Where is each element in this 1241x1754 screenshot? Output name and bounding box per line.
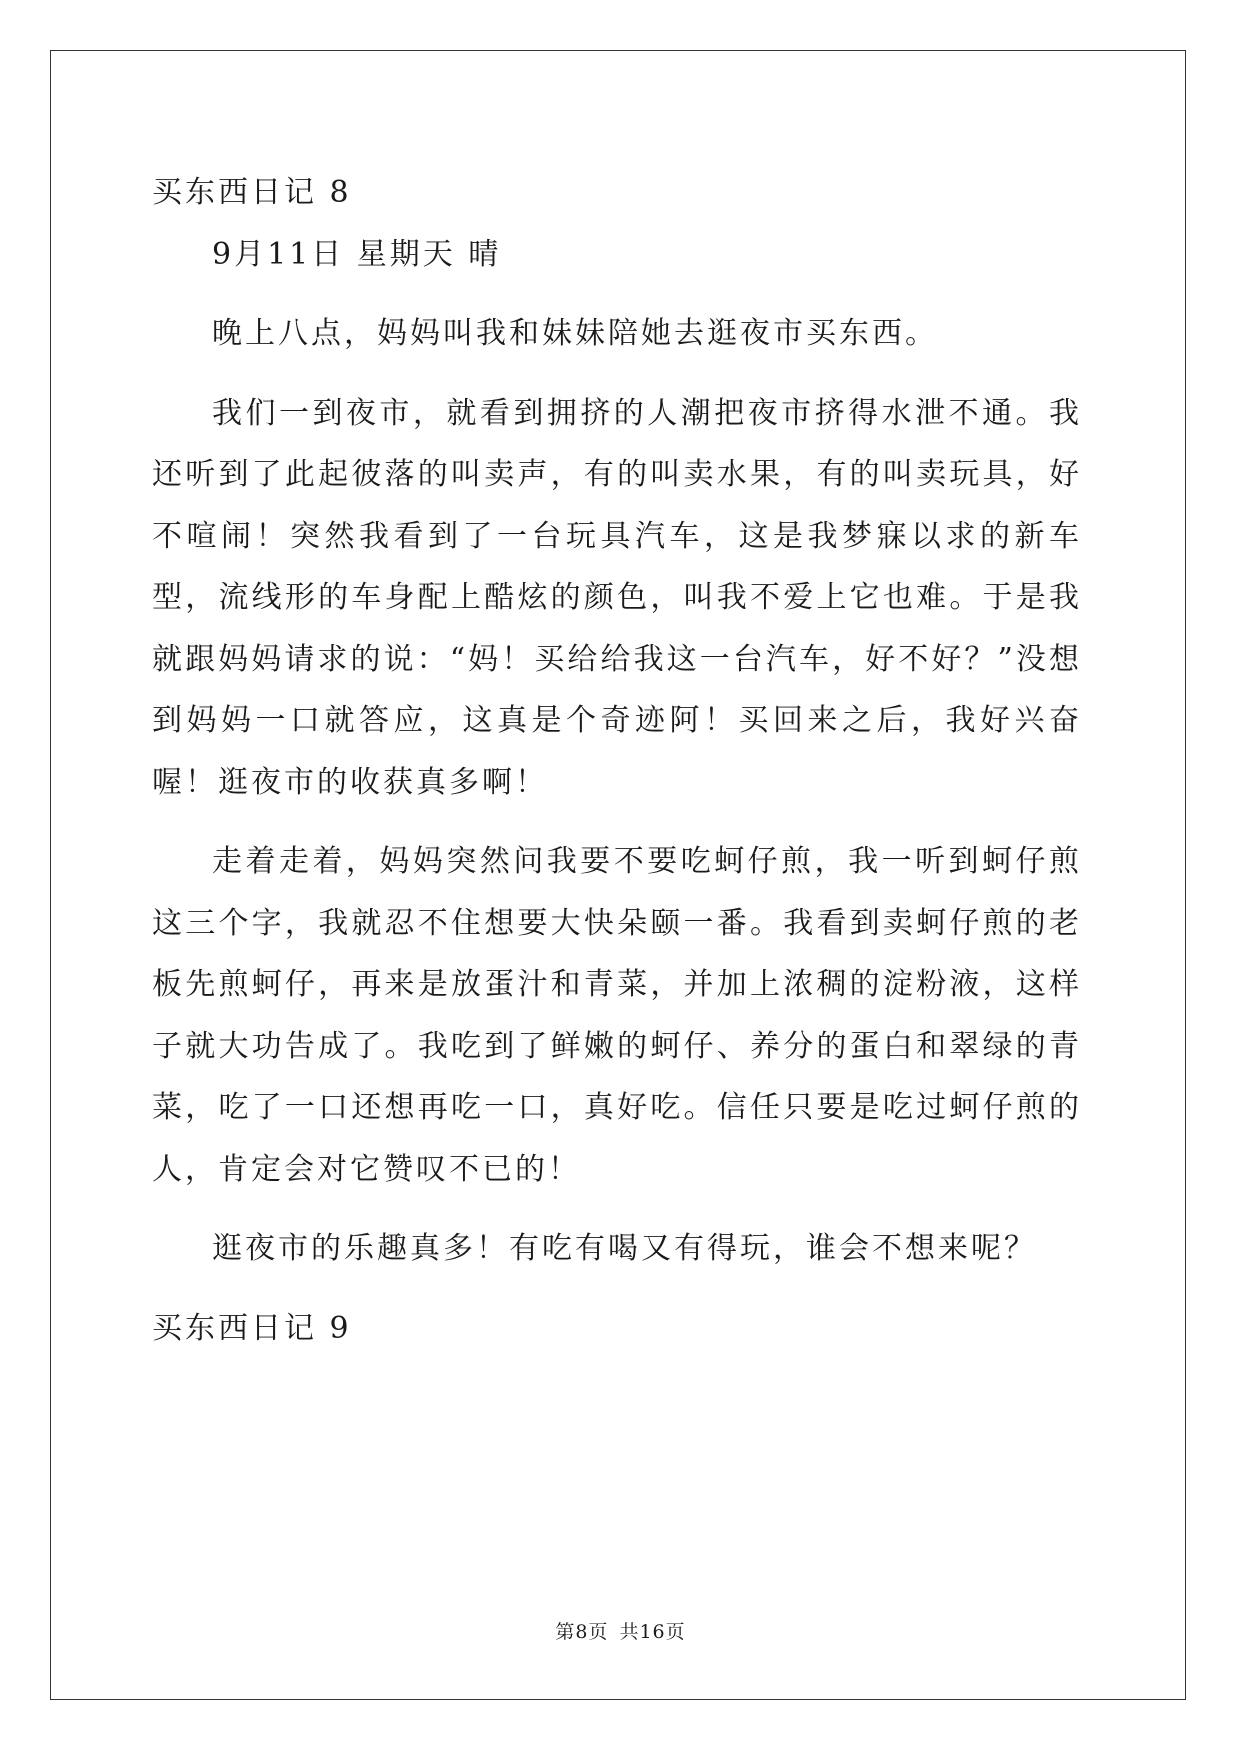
diary-date-line: 9月11日 星期天 晴 [212, 236, 502, 272]
diary-heading-8: 买东西日记 8 [152, 175, 352, 210]
document-body [152, 150, 1082, 1359]
paragraph-4: 逛夜市的乐趣真多！有吃有喝又有得玩，谁会不想来呢？ [212, 1231, 1037, 1266]
paragraph-3: 走着走着，妈妈突然问我要不要吃蚵仔煎，我一听到蚵仔煎这三个字，我就忍不住想要大快朵颐一番。我看到卖蚵仔煎的老板先煎蚵仔，再来是放蛋汁和青菜，并加上浓稠的淀粉液，这样子就大功告成了。我吃到了鲜嫩的蚵仔、养分的蛋白和翠绿的青菜，吃了一口还想再吃一口，真好吃。信任只要是吃过蚵仔煎的人，肯定会对它赞叹不已的！ [152, 844, 1082, 1187]
diary-heading-9: 买东西日记 9 [152, 1310, 352, 1346]
paragraph-2: 我们一到夜市，就看到拥挤的人潮把夜市挤得水泄不通。我还听到了此起彼落的叫卖声，有的叫卖水果，有的叫卖玩具，好不喧闹！突然我看到了一台玩具汽车，这是我梦寐以求的新车型，流线形的车身配上酷炫的颜色，叫我不爱上它也难。于是我就跟妈妈请求的说：“妈！买给给我这一台汽车，好不好？”没想到妈妈一口就答应，这真是个奇迹阿！买回来之后，我好兴奋喔！逛夜市的收获真多啊！ [152, 395, 1082, 800]
page-footer [0, 1617, 1241, 1644]
paragraph-1: 晚上八点，妈妈叫我和妹妹陪她去逛夜市买东西。 [212, 316, 938, 351]
page-total: 共16页 [619, 1621, 686, 1643]
page-number: 第8页 [555, 1621, 609, 1643]
